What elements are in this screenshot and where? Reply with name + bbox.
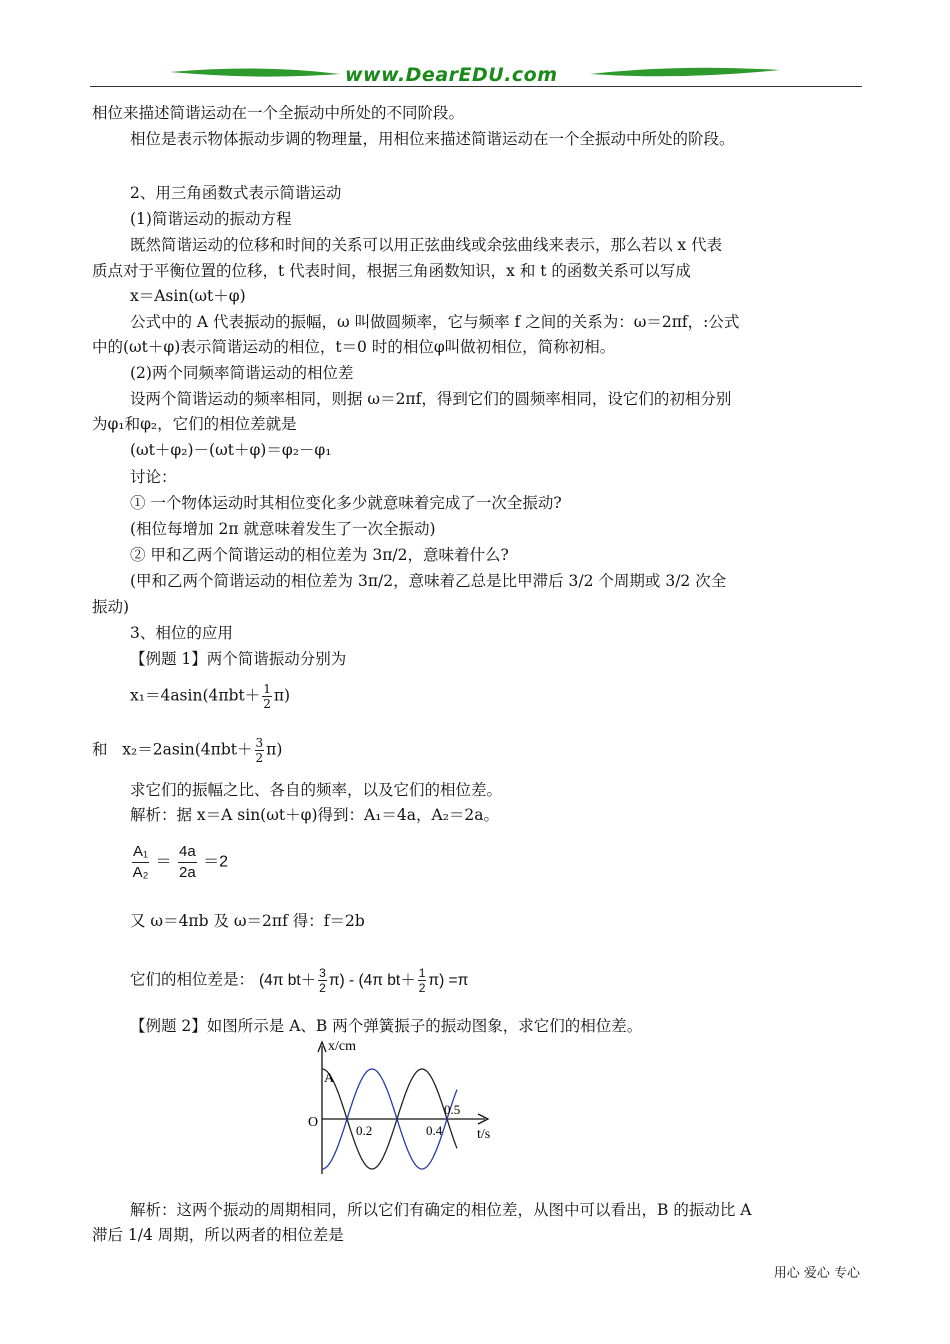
footer-motto: 用心 爱心 专心: [773, 1266, 860, 1281]
equation-x1: x₁＝4asin(4πbt＋ $\frac{1}{2}$ π): [130, 682, 291, 711]
paragraph-line: 求它们的振幅之比、各自的频率，以及它们的相位差。: [130, 781, 503, 799]
site-brand-logo: www.DearEDU.com: [345, 64, 558, 86]
solution-line: 滞后 1/4 周期，所以两者的相位差是: [92, 1226, 344, 1244]
tick-label-0.4: 0.4: [426, 1123, 443, 1138]
section-heading: 2、用三角函数式表示简谐运动: [130, 184, 342, 202]
paragraph-line: 中的(ωt＋φ)表示简谐运动的相位，t＝0 时的相位φ叫做初相位，简称初相。: [92, 338, 616, 356]
amplitude-ratio: $\frac{\text{A₁}}{\text{A₂}}$ ＝ $\frac{4a}{2a}$ ＝2: [132, 843, 229, 881]
equation-x2: 和 x₂＝2asin(4πbt＋ $\frac{3}{2}$ π): [92, 736, 283, 765]
subsection-heading: (1)简谐运动的振动方程: [130, 210, 292, 228]
section-heading: 3、相位的应用: [130, 624, 233, 642]
paragraph-line: 相位是表示物体振动步调的物理量，用相位来描述简谐运动在一个全振动中所处的阶段。: [130, 130, 735, 148]
answer-line: (甲和乙两个简谐运动的相位差为 3π/2，意味着乙总是比甲滞后 3/2 个周期或 3/2 次全: [130, 572, 727, 590]
answer-line: 振动): [92, 598, 130, 616]
phase-difference: 它们的相位差是： (4π bt＋ $\frac{3}{2}$ π) - (4π bt＋ $\frac{1}{2}$ π) =π: [130, 966, 469, 995]
answer-line: (相位每增加 2π 就意味着发生了一次全振动): [130, 520, 436, 538]
example-title: 【例题 1】两个简谐振动分别为: [130, 650, 347, 668]
subsection-heading: (2)两个同频率简谐运动的相位差: [130, 364, 354, 382]
paragraph-line: 设两个简谐运动的频率相同，则据 ω＝2πf，得到它们的圆频率相同，设它们的初相分别: [130, 390, 732, 408]
amplitude-label: A: [324, 1071, 335, 1086]
solution-line: 解析：据 x＝A sin(ωt＋φ)得到：A₁＝4a，A₂＝2a。: [130, 806, 500, 824]
paragraph-line: 为φ₁和φ₂，它们的相位差就是: [92, 415, 297, 433]
origin-label: O: [308, 1115, 319, 1130]
question-line: ① 一个物体运动时其相位变化多少就意味着完成了一次全振动?: [130, 494, 562, 512]
question-line: ② 甲和乙两个简谐运动的相位差为 3π/2，意味着什么?: [130, 546, 509, 564]
tick-label-0.2: 0.2: [356, 1123, 373, 1138]
paragraph-line: 既然简谐运动的位移和时间的关系可以用正弦曲线或余弦曲线来表示，那么若以 x 代表: [130, 236, 723, 254]
tick-label-0.5: 0.5: [444, 1102, 461, 1117]
equation: (ωt＋φ₂)－(ωt＋φ)＝φ₂－φ₁: [130, 441, 332, 459]
paragraph-line: 相位来描述简谐运动在一个全振动中所处的不同阶段。: [92, 104, 465, 122]
x-axis-label: t/s: [477, 1127, 491, 1142]
example-title: 【例题 2】如图所示是 A、B 两个弹簧振子的振动图象，求它们的相位差。: [130, 1017, 643, 1035]
paragraph-line: 公式中的 A 代表振动的振幅，ω 叫做圆频率，它与频率 f 之间的关系为：ω＝2πf，:公式: [130, 313, 740, 331]
y-axis-label: x/cm: [328, 1039, 356, 1054]
solution-line: 解析：这两个振动的周期相同，所以它们有确定的相位差，从图中可以看出，B 的振动比 A: [130, 1201, 752, 1219]
paragraph-line: 质点对于平衡位置的位移，t 代表时间，根据三角函数知识，x 和 t 的函数关系可以写成: [92, 262, 691, 280]
header-rule: [90, 86, 862, 87]
vibration-graph: [300, 1036, 500, 1176]
equation: x＝Asin(ωt＋φ): [130, 287, 246, 305]
solution-line: 又 ω＝4πb 及 ω＝2πf 得：f＝2b: [130, 912, 365, 930]
paragraph-line: 讨论：: [130, 468, 177, 486]
